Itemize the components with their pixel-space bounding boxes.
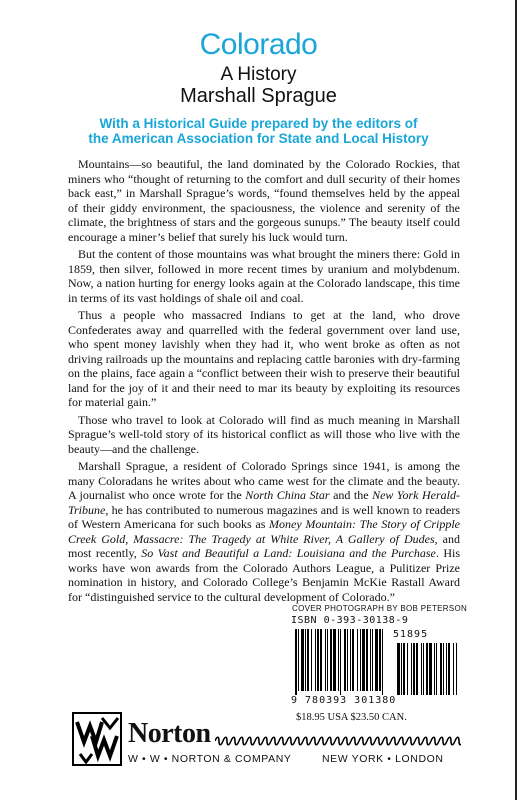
barcode-addon-digits: 51895 <box>393 629 429 640</box>
blurb-paragraph-2: But the content of those mountains was what brought the miners there: Gold in 1859, then silver, followed in more recent times by uranium and molybdenum. Now, a nation hurting for energy looks again at the Colorado landscape, this time in terms of its vast holdings of shale oil and coal. <box>68 247 460 305</box>
blurb-paragraph-4: Those who travel to look at Colorado will find as much meaning in Marshall Sprague’s well-told story of its historical conflict as will those who live with the beauty—and the challenge. <box>68 412 460 456</box>
bio-text-d: and most recently, <box>68 531 460 560</box>
isbn-number: ISBN 0-393-30138-9 <box>291 615 409 626</box>
book-title: Colorado <box>199 28 318 61</box>
blurb-paragraph-1: Mountains—so beautiful, the land dominated by the Colorado Rockies, that miners who “thought of returning to the comfort and dull security of their homes back east,” in Marshall Sprague’s words, “found themselves held by the appeal of their giddy environment, the spaciousness, the violence and serenity of the climate, the brightness of stars and the gorgeous sunups.” The beauty itself could encourage a miner’s belief that surely his luck would turn. <box>68 157 460 244</box>
norton-seal-logo <box>72 712 122 766</box>
bio-text-b: and the <box>329 488 373 502</box>
bio-title-north-china-star: North China Star <box>245 488 330 502</box>
publisher-cities: NEW YORK • LONDON <box>322 753 444 765</box>
book-author: Marshall Sprague <box>180 85 337 107</box>
decorative-border <box>215 736 461 746</box>
publisher-imprint: W • W • NORTON & COMPANY <box>128 753 292 765</box>
barcode-block <box>291 615 461 707</box>
blurb-paragraph-3: Thus a people who massacred Indians to get at the land, who drove Confederates away and quarrelled with the federal government over land use, who spent money lavishly when they had it, who went broke as often as not driving railroads up the mountains and replacing cattle baronies with dry-farming on the plains, face again a “conflict between their wish to preserve their beautiful land for the joy of it and their need to mar its beauty by exploiting its resources for material gain.” <box>68 308 460 409</box>
bio-book-titles: Money Mountain: The Story of Cripple Creek Gold, Massacre: The Tragedy at White River, A Gallery of Dudes, <box>68 517 460 546</box>
bio-text-e: . His works have won awards from the Colorado Authors League, a Pulitizer Prize nomination in history, and Colorado College’s Benjamin McKie Rastall Award for “distinguished service to the cultural development of Colorado.” <box>68 546 461 604</box>
price-label: $18.95 USA $23.50 CAN. <box>296 712 407 723</box>
guide-line-1: With a Historical Guide prepared by the editors of <box>99 116 418 131</box>
bio-book-title-recent: So Vast and Beautiful a Land: Louisiana and the Purchase <box>141 546 436 560</box>
publisher-name: Norton <box>128 718 211 749</box>
blurb-text <box>68 157 460 604</box>
bio-text-c: , he has contributed to numerous magazines and is well known to readers of Western Americana for such books as <box>68 502 460 531</box>
bio-text-a: Marshall Sprague, a resident of Colorado Springs since 1941, is among the many Coloradans he writes about who came west for the climate and the beauty. A journalist who once wrote for the <box>68 459 460 502</box>
barcode-digits: 9 780393 301380 <box>291 695 397 706</box>
barcode-bars <box>291 627 461 695</box>
historical-guide-note <box>0 116 517 146</box>
cover-photo-credit: COVER PHOTOGRAPH BY BOB PETERSON <box>292 604 468 613</box>
author-bio-paragraph <box>68 459 460 604</box>
guide-line-2: the American Association for State and Local History <box>88 131 429 146</box>
book-subtitle: A History <box>220 64 297 85</box>
bio-title-herald-tribune: New York Herald-Tribune <box>68 488 460 517</box>
